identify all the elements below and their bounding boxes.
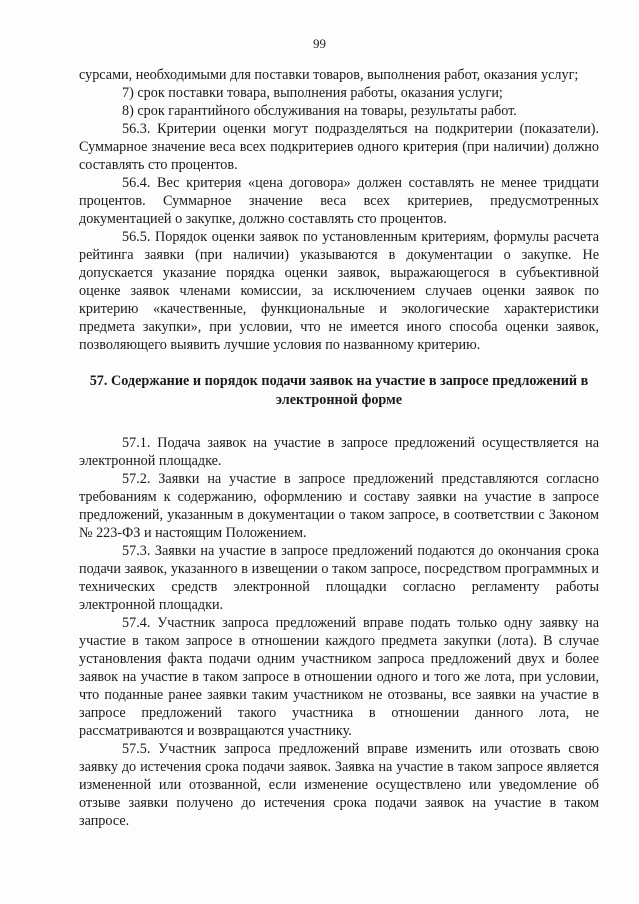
- paragraph-57-5: 57.5. Участник запроса предложений вправе изменить или отозвать свою заявку до истечения срока подачи заявок. Заявка на участие в таком запросе является измененной или отозванной, если изменение осуществлено или уведомление об отзыве заявки получено до истечения срока подачи заявок на участие в таком запросе.: [79, 741, 599, 829]
- paragraph-56-4: 56.4. Вес критерия «цена договора» должен составлять не менее тридцати процентов. Суммарное значение веса всех критериев, предусмотренных документацией о закупке, должно составлять сто процентов.: [79, 175, 599, 227]
- list-item-7: 7) срок поставки товара, выполнения работы, оказания услуги;: [122, 85, 503, 101]
- paragraph-56-3: 56.3. Критерии оценки могут подразделяться на подкритерии (показатели). Суммарное значение веса всех подкритериев одного критерия (при наличии) должно составлять сто процентов.: [79, 121, 599, 173]
- paragraph-56-5: 56.5. Порядок оценки заявок по установленным критериям, формулы расчета рейтинга заявки (при наличии) указываются в документации о закупке. Не допускается указание порядка оценки заявок, выражающегося в субъективной оценке заявок членами комиссии, за исключением случаев оценки заявок по критерию «качественные, функциональные и экологические характеристики предмета закупки», при условии, что не имеется иного способа оценки заявок, позволяющего выявить лучшие условия по названному критерию.: [79, 229, 599, 353]
- page-number: 99: [313, 36, 326, 51]
- paragraph-continuation: сурсами, необходимыми для поставки товаров, выполнения работ, оказания услуг;: [79, 67, 579, 83]
- paragraph-57-3: 57.3. Заявки на участие в запросе предложений подаются до окончания срока подачи заявок, указанного в извещении о таком запросе, посредством программных и технических средств электронной площадки согласно регламенту работы электронной площадки.: [79, 543, 599, 613]
- document-body: [79, 66, 599, 830]
- paragraph-57-4: 57.4. Участник запроса предложений вправе подать только одну заявку на участие в таком запросе в отношении каждого предмета закупки (лота). В случае установления факта подачи одним участником запроса предложений двух и более заявок на участие в таком запросе в отношении одного и того же лота, при условии, что поданные ранее заявки таким участником не отозваны, все заявки на участие в запросе предложений такого участника в отношении данного лота, не рассматриваются и возвращаются участнику.: [79, 615, 599, 739]
- paragraph-57-2: 57.2. Заявки на участие в запросе предложений представляются согласно требованиям к содержанию, оформлению и составу заявки на участие в запросе предложений, указанным в документации о таком запросе, в соответствии с Законом № 223-ФЗ и настоящим Положением.: [79, 471, 599, 541]
- section-heading-57: 57. Содержание и порядок подачи заявок на участие в запросе предложений в электронной форме: [89, 373, 589, 408]
- paragraph-57-1: 57.1. Подача заявок на участие в запросе предложений осуществляется на электронной площадке.: [79, 435, 599, 469]
- list-item-8: 8) срок гарантийного обслуживания на товары, результаты работ.: [122, 103, 517, 119]
